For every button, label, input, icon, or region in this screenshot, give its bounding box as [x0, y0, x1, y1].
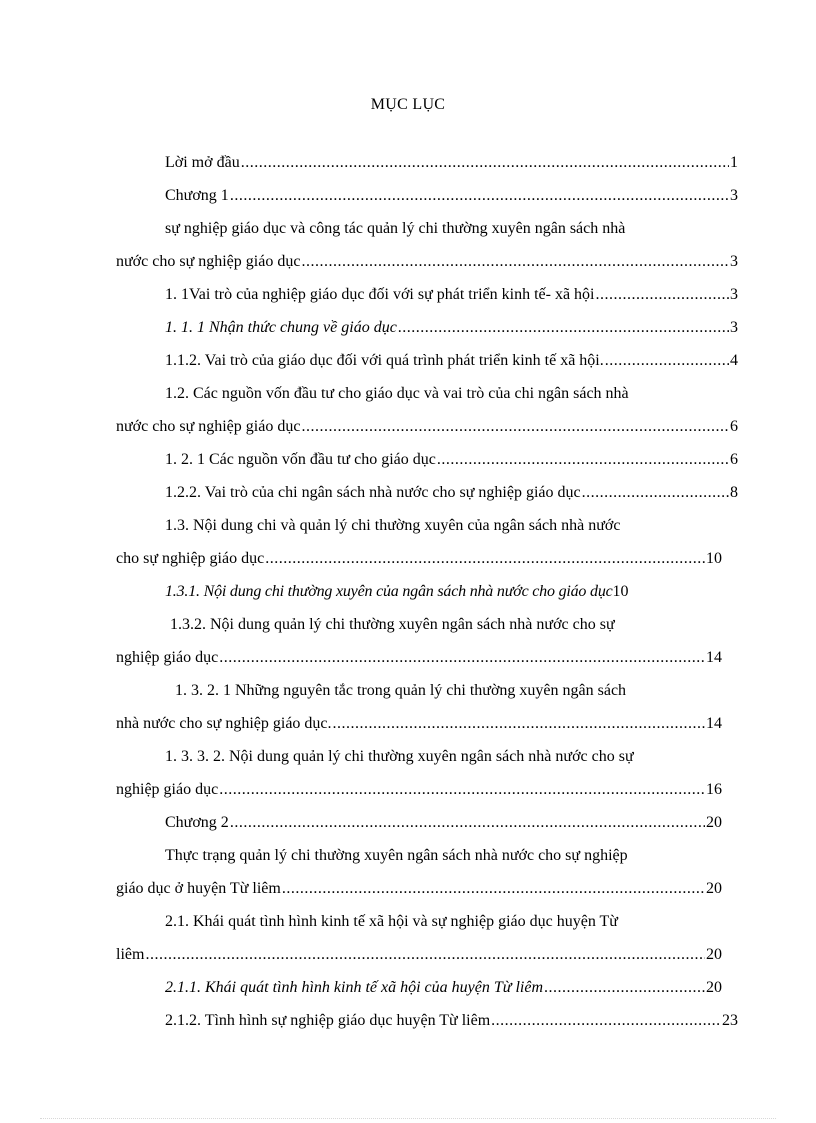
- page-number: 10: [706, 550, 722, 567]
- page-number: 10: [612, 583, 629, 600]
- page-number: 20: [706, 946, 722, 963]
- page-number: 14: [706, 715, 722, 732]
- toc-entry-line: 1.2. Các nguồn vốn đầu tư cho giáo dục và vai trò của chi ngân sách nhà: [165, 385, 629, 402]
- toc-entry[interactable]: 1. 1. 1 Nhận thức chung về giáo dục ..... 3: [165, 311, 738, 344]
- toc-entry-line: sự nghiệp giáo dục và công tác quản lý chi thường xuyên ngân sách nhà: [165, 220, 626, 237]
- page-number: 8: [730, 484, 738, 501]
- page-number: 20: [706, 814, 722, 831]
- toc-entry[interactable]: 1. 1Vai trò của nghiệp giáo dục đối với sự phát triển kinh tế- xã hội ..... 3: [165, 278, 738, 311]
- page-number: 20: [706, 880, 722, 897]
- toc-entry[interactable]: nghiệp giáo dục ..... 16: [116, 773, 722, 806]
- page-number: 3: [730, 319, 738, 336]
- toc-title: MỤC LỤC: [370, 96, 446, 113]
- page-bottom-divider: [40, 1118, 776, 1119]
- page-number: 3: [730, 286, 738, 303]
- toc-entry[interactable]: giáo dục ở huyện Từ liêm ..... 20: [116, 872, 722, 905]
- page-number: 6: [730, 451, 738, 468]
- toc-entry[interactable]: 2.1.2. Tình hình sự nghiệp giáo dục huyện Từ liêm ..... 23: [165, 1004, 738, 1037]
- table-of-contents: [0, 146, 816, 1037]
- toc-entry[interactable]: liêm ..... 20: [116, 938, 722, 971]
- page-number: 16: [706, 781, 722, 798]
- toc-entry[interactable]: cho sự nghiệp giáo dục ..... 10: [116, 542, 722, 575]
- toc-entry[interactable]: nghiệp giáo dục ..... 14: [116, 641, 722, 674]
- toc-entry[interactable]: nước cho sự nghiệp giáo dục ..... 6: [116, 410, 738, 443]
- toc-entry-line: 1.3.2. Nội dung quản lý chi thường xuyên ngân sách nhà nước cho sự: [170, 616, 615, 633]
- page-number: 6: [730, 418, 738, 435]
- toc-entry[interactable]: 1. 2. 1 Các nguồn vốn đầu tư cho giáo dục ..... 6: [165, 443, 738, 476]
- toc-entry[interactable]: 2.1.1. Khái quát tình hình kinh tế xã hội của huyện Từ liêm ..... 20: [165, 971, 722, 1004]
- page-number: 23: [722, 1012, 738, 1029]
- page-number: 3: [730, 253, 738, 270]
- toc-entry[interactable]: Lời mở đầu ..... 1: [165, 146, 738, 179]
- toc-entry[interactable]: 1.2.2. Vai trò của chi ngân sách nhà nước cho sự nghiệp giáo dục ..... 8: [165, 476, 738, 509]
- toc-entry-line: 1.3. Nội dung chi và quản lý chi thường xuyên của ngân sách nhà nước: [165, 517, 621, 534]
- toc-entry-line: 2.1. Khái quát tình hình kinh tế xã hội và sự nghiệp giáo dục huyện Từ: [165, 913, 618, 930]
- page-number: 3: [730, 187, 738, 204]
- toc-entry[interactable]: Chương 1 ..... 3: [165, 179, 738, 212]
- page-number: 20: [706, 979, 722, 996]
- toc-entry-line: Thực trạng quản lý chi thường xuyên ngân sách nhà nước cho sự nghiệp: [165, 847, 628, 864]
- toc-entry-line: 1. 3. 3. 2. Nội dung quản lý chi thường xuyên ngân sách nhà nước cho sự: [165, 748, 634, 765]
- page-number: 1: [730, 154, 738, 171]
- page-number: 14: [706, 649, 722, 666]
- toc-entry[interactable]: nhà nước cho sự nghiệp giáo dục. ..... 14: [116, 707, 722, 740]
- toc-entry-line: 1. 3. 2. 1 Những nguyên tắc trong quản lý chi thường xuyên ngân sách: [175, 682, 627, 699]
- toc-entry[interactable]: 1.1.2. Vai trò của giáo dục đối với quá trình phát triển kinh tế xã hội. ..... 4: [165, 344, 738, 377]
- toc-entry[interactable]: Chương 2 ..... 20: [165, 806, 722, 839]
- page-number: 4: [730, 352, 738, 369]
- toc-entry[interactable]: 1.3.1. Nội dung chi thường xuyên của ngân sách nhà nước cho giáo dục 10: [165, 575, 739, 608]
- toc-entry[interactable]: nước cho sự nghiệp giáo dục ..... 3: [116, 245, 738, 278]
